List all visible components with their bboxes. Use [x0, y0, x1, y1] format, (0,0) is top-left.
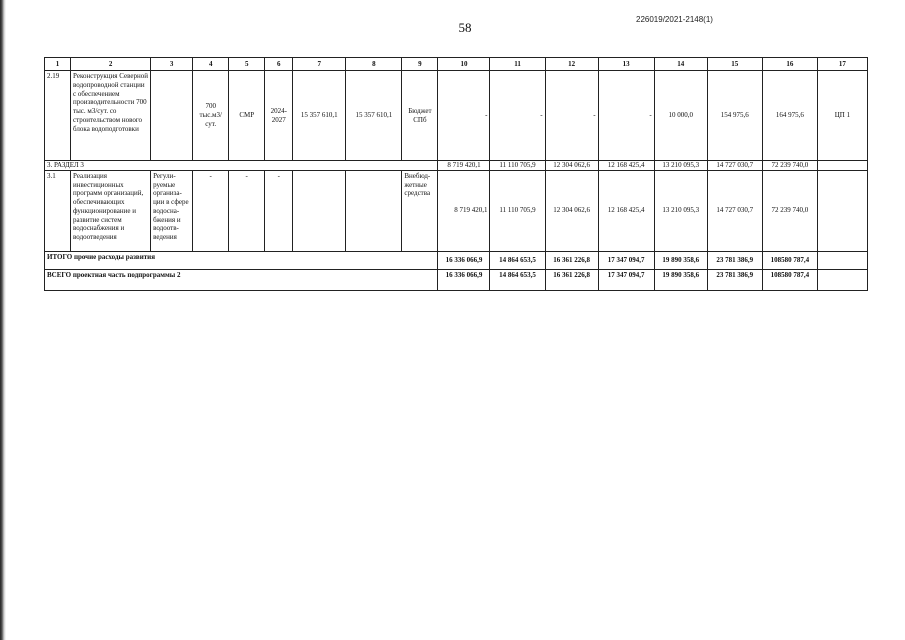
table-cell: 12 168 425,4 [598, 161, 654, 171]
header-cell: 9 [402, 58, 438, 71]
table-cell: - [598, 71, 654, 161]
funding-source-cell: Внебюд-жетные средства [402, 170, 438, 251]
header-cell: 5 [229, 58, 265, 71]
header-cell: 11 [490, 58, 545, 71]
table-cell: 14 727 030,7 [707, 170, 762, 251]
table-header-row [45, 58, 868, 71]
table-cell: 15 357 610,1 [293, 71, 346, 161]
header-cell: 7 [293, 58, 346, 71]
table-cell: 23 781 386,9 [707, 269, 762, 290]
table-cell [817, 269, 867, 290]
table-cell: - [490, 71, 545, 161]
capacity-cell: 700 тыс.м3/сут. [193, 71, 229, 161]
years-cell: 2024-2027 [265, 71, 293, 161]
table-cell: 108580 787,4 [762, 251, 817, 269]
scan-left-edge [0, 0, 6, 640]
table-cell [293, 170, 346, 251]
header-cell: 12 [545, 58, 598, 71]
itogo-label: ИТОГО прочие расходы развития [45, 251, 438, 269]
header-cell: 4 [193, 58, 229, 71]
table-cell: - [438, 71, 490, 161]
header-cell: 16 [762, 58, 817, 71]
table-cell: 16 361 226,8 [545, 269, 598, 290]
table-cell: - [265, 170, 293, 251]
section-label: 3. РАЗДЕЛ 3 [45, 161, 438, 171]
header-cell: 6 [265, 58, 293, 71]
table-cell [817, 161, 867, 171]
table-cell: 16 336 066,9 [438, 269, 490, 290]
program-code-cell: ЦП 1 [817, 71, 867, 161]
table-cell: 13 210 095,3 [654, 170, 707, 251]
table-cell: 72 239 740,0 [762, 161, 817, 171]
table-cell: 108580 787,4 [762, 269, 817, 290]
table-cell: 14 864 653,5 [490, 251, 545, 269]
row-number: 3.1 [45, 170, 71, 251]
table-cell: 12 304 062,6 [545, 170, 598, 251]
table-cell: 10 000,0 [654, 71, 707, 161]
header-cell: 3 [151, 58, 193, 71]
section-3-row [45, 161, 868, 171]
regulated-orgs-cell: Регули-руемые организа-ции в сфере водосна-бжения и водоотв-ведения [151, 170, 193, 251]
table-cell: 15 357 610,1 [346, 71, 402, 161]
table-cell: 154 975,6 [707, 71, 762, 161]
funding-source-cell: Бюджет СПб [402, 71, 438, 161]
vsego-row [45, 269, 868, 290]
table-cell [817, 170, 867, 251]
header-cell: 2 [71, 58, 151, 71]
table-cell [151, 71, 193, 161]
page-number: 58 [458, 20, 472, 35]
document-id: 226019/2021-2148(1) [636, 15, 713, 24]
table-cell: 12 168 425,4 [598, 170, 654, 251]
table-cell: 23 781 386,9 [707, 251, 762, 269]
table-cell: 72 239 740,0 [762, 170, 817, 251]
table-cell: 14 727 030,7 [707, 161, 762, 171]
project-name: Реконструкция Северной водопроводной станции с обеспечением производительности 700 тыс. м3/сут. со строительством нового блока водоподготовки [71, 71, 151, 161]
project-name: Реализация инвестиционных программ организаций, обеспечивающих функционирование и развитие систем водоснабжения и водоотведения [71, 170, 151, 251]
table-cell: - [193, 170, 229, 251]
table-cell [817, 251, 867, 269]
table-cell: 12 304 062,6 [545, 161, 598, 171]
work-type-cell: СМР [229, 71, 265, 161]
table-cell: 17 347 094,7 [598, 269, 654, 290]
table-cell: - [545, 71, 598, 161]
header-cell: 13 [598, 58, 654, 71]
header-cell: 1 [45, 58, 71, 71]
header-cell: 15 [707, 58, 762, 71]
table-row-2-19 [45, 71, 868, 161]
header-cell: 14 [654, 58, 707, 71]
table-cell: 8 719 420,1 [438, 161, 490, 171]
table-cell: 16 361 226,8 [545, 251, 598, 269]
table-cell: 13 210 095,3 [654, 161, 707, 171]
vsego-label: ВСЕГО проектная часть подпрограммы 2 [45, 269, 438, 290]
table-cell [346, 170, 402, 251]
table-cell: 8 719 420,1 [438, 170, 490, 251]
budget-table [44, 57, 868, 291]
table-cell: 11 110 705,9 [490, 170, 545, 251]
table-cell: 11 110 705,9 [490, 161, 545, 171]
table-cell: 164 975,6 [762, 71, 817, 161]
row-number: 2.19 [45, 71, 71, 161]
header-cell: 10 [438, 58, 490, 71]
table-row-3-1 [45, 170, 868, 251]
header-cell: 17 [817, 58, 867, 71]
table-cell: 17 347 094,7 [598, 251, 654, 269]
table-cell: - [229, 170, 265, 251]
table-cell: 19 890 358,6 [654, 251, 707, 269]
table-cell: 16 336 066,9 [438, 251, 490, 269]
itogo-row [45, 251, 868, 269]
table-cell: 14 864 653,5 [490, 269, 545, 290]
header-cell: 8 [346, 58, 402, 71]
table-cell: 19 890 358,6 [654, 269, 707, 290]
